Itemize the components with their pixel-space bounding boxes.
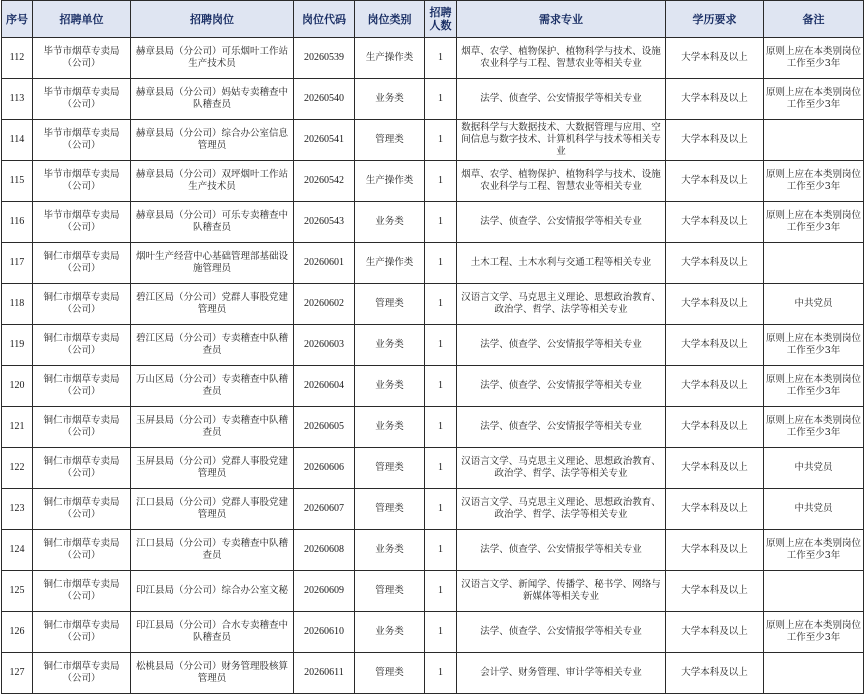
cell-code: 20260602: [294, 284, 355, 325]
cell-seq: 121: [2, 407, 33, 448]
cell-note: [764, 243, 864, 284]
cell-major: 会计学、财务管理、审计学等相关专业: [457, 653, 666, 694]
cell-count: 1: [425, 79, 457, 120]
cell-post: 江口县局（分公司）党群人事股党建管理员: [131, 489, 294, 530]
cell-seq: 118: [2, 284, 33, 325]
table-row: [2, 612, 864, 653]
table-row: [2, 366, 864, 407]
table-row: [2, 161, 864, 202]
header-major: 需求专业: [457, 1, 666, 38]
cell-code: 20260543: [294, 202, 355, 243]
cell-count: 1: [425, 653, 457, 694]
table-row: [2, 653, 864, 694]
cell-note: [764, 653, 864, 694]
cell-edu: 大学本科及以上: [666, 366, 764, 407]
cell-code: 20260606: [294, 448, 355, 489]
cell-unit: 铜仁市烟草专卖局（公司）: [33, 530, 131, 571]
cell-category: 业务类: [355, 612, 425, 653]
cell-major: 烟草、农学、植物保护、植物科学与技术、设施农业科学与工程、智慧农业等相关专业: [457, 38, 666, 79]
cell-unit: 铜仁市烟草专卖局（公司）: [33, 325, 131, 366]
cell-note: 原则上应在本类别岗位工作至少3年: [764, 79, 864, 120]
cell-post: 印江县局（分公司）综合办公室文秘: [131, 571, 294, 612]
cell-category: 管理类: [355, 653, 425, 694]
header-note: 备注: [764, 1, 864, 38]
cell-seq: 116: [2, 202, 33, 243]
cell-post: 江口县局（分公司）专卖稽查中队稽查员: [131, 530, 294, 571]
cell-seq: 124: [2, 530, 33, 571]
header-edu: 学历要求: [666, 1, 764, 38]
cell-note: 原则上应在本类别岗位工作至少3年: [764, 202, 864, 243]
cell-count: 1: [425, 571, 457, 612]
cell-edu: 大学本科及以上: [666, 571, 764, 612]
cell-count: 1: [425, 120, 457, 161]
cell-note: [764, 120, 864, 161]
cell-code: 20260542: [294, 161, 355, 202]
cell-post: 烟叶生产经营中心基础管理部基础设施管理员: [131, 243, 294, 284]
cell-count: 1: [425, 489, 457, 530]
cell-post: 赫章县局（分公司）可乐烟叶工作站生产技术员: [131, 38, 294, 79]
cell-edu: 大学本科及以上: [666, 120, 764, 161]
cell-count: 1: [425, 366, 457, 407]
cell-major: 法学、侦查学、公安情报学等相关专业: [457, 612, 666, 653]
cell-post: 玉屏县局（分公司）专卖稽查中队稽查员: [131, 407, 294, 448]
table-row: [2, 325, 864, 366]
cell-major: 法学、侦查学、公安情报学等相关专业: [457, 407, 666, 448]
cell-seq: 120: [2, 366, 33, 407]
table-row: [2, 79, 864, 120]
cell-major: 法学、侦查学、公安情报学等相关专业: [457, 202, 666, 243]
cell-code: 20260605: [294, 407, 355, 448]
cell-edu: 大学本科及以上: [666, 161, 764, 202]
cell-note: 原则上应在本类别岗位工作至少3年: [764, 366, 864, 407]
header-row: [2, 1, 864, 38]
cell-major: 汉语言文学、新闻学、传播学、秘书学、网络与新媒体等相关专业: [457, 571, 666, 612]
cell-count: 1: [425, 202, 457, 243]
cell-code: 20260608: [294, 530, 355, 571]
cell-code: 20260604: [294, 366, 355, 407]
cell-unit: 铜仁市烟草专卖局（公司）: [33, 571, 131, 612]
table-row: [2, 38, 864, 79]
cell-note: 原则上应在本类别岗位工作至少3年: [764, 38, 864, 79]
header-post: 招聘岗位: [131, 1, 294, 38]
cell-seq: 114: [2, 120, 33, 161]
cell-edu: 大学本科及以上: [666, 489, 764, 530]
cell-post: 碧江区局（分公司）党群人事股党建管理员: [131, 284, 294, 325]
cell-seq: 115: [2, 161, 33, 202]
cell-category: 业务类: [355, 366, 425, 407]
cell-code: 20260540: [294, 79, 355, 120]
cell-note: 原则上应在本类别岗位工作至少3年: [764, 325, 864, 366]
cell-code: 20260611: [294, 653, 355, 694]
cell-category: 业务类: [355, 325, 425, 366]
cell-seq: 117: [2, 243, 33, 284]
cell-category: 业务类: [355, 407, 425, 448]
header-seq: 序号: [2, 1, 33, 38]
cell-unit: 铜仁市烟草专卖局（公司）: [33, 612, 131, 653]
cell-seq: 119: [2, 325, 33, 366]
cell-category: 管理类: [355, 489, 425, 530]
cell-seq: 127: [2, 653, 33, 694]
table-row: [2, 407, 864, 448]
cell-unit: 铜仁市烟草专卖局（公司）: [33, 366, 131, 407]
cell-major: 数据科学与大数据技术、大数据管理与应用、空间信息与数字技术、计算机科学与技术等相关专业: [457, 120, 666, 161]
table-row: [2, 448, 864, 489]
cell-category: 业务类: [355, 79, 425, 120]
cell-note: 中共党员: [764, 284, 864, 325]
cell-note: 中共党员: [764, 448, 864, 489]
cell-post: 万山区局（分公司）专卖稽查中队稽查员: [131, 366, 294, 407]
cell-major: 烟草、农学、植物保护、植物科学与技术、设施农业科学与工程、智慧农业等相关专业: [457, 161, 666, 202]
table-row: [2, 530, 864, 571]
cell-code: 20260539: [294, 38, 355, 79]
cell-edu: 大学本科及以上: [666, 448, 764, 489]
cell-count: 1: [425, 38, 457, 79]
cell-edu: 大学本科及以上: [666, 653, 764, 694]
cell-category: 业务类: [355, 530, 425, 571]
cell-post: 印江县局（分公司）合水专卖稽查中队稽查员: [131, 612, 294, 653]
header-count: 招聘人数: [425, 1, 457, 38]
table-row: [2, 243, 864, 284]
table-row: [2, 571, 864, 612]
cell-count: 1: [425, 530, 457, 571]
cell-edu: 大学本科及以上: [666, 202, 764, 243]
cell-count: 1: [425, 407, 457, 448]
cell-unit: 铜仁市烟草专卖局（公司）: [33, 243, 131, 284]
cell-edu: 大学本科及以上: [666, 407, 764, 448]
cell-category: 业务类: [355, 202, 425, 243]
cell-post: 碧江区局（分公司）专卖稽查中队稽查员: [131, 325, 294, 366]
table-row: [2, 284, 864, 325]
cell-code: 20260601: [294, 243, 355, 284]
cell-note: 原则上应在本类别岗位工作至少3年: [764, 530, 864, 571]
cell-count: 1: [425, 284, 457, 325]
cell-unit: 铜仁市烟草专卖局（公司）: [33, 407, 131, 448]
cell-unit: 铜仁市烟草专卖局（公司）: [33, 448, 131, 489]
cell-major: 汉语言文学、马克思主义理论、思想政治教育、政治学、哲学、法学等相关专业: [457, 448, 666, 489]
cell-major: 法学、侦查学、公安情报学等相关专业: [457, 79, 666, 120]
cell-edu: 大学本科及以上: [666, 530, 764, 571]
cell-note: 原则上应在本类别岗位工作至少3年: [764, 161, 864, 202]
cell-seq: 123: [2, 489, 33, 530]
cell-count: 1: [425, 325, 457, 366]
table-row: [2, 120, 864, 161]
cell-unit: 铜仁市烟草专卖局（公司）: [33, 489, 131, 530]
cell-edu: 大学本科及以上: [666, 38, 764, 79]
cell-post: 玉屏县局（分公司）党群人事股党建管理员: [131, 448, 294, 489]
cell-category: 管理类: [355, 120, 425, 161]
cell-note: 中共党员: [764, 489, 864, 530]
cell-edu: 大学本科及以上: [666, 325, 764, 366]
cell-unit: 毕节市烟草专卖局（公司）: [33, 161, 131, 202]
cell-unit: 毕节市烟草专卖局（公司）: [33, 38, 131, 79]
cell-category: 管理类: [355, 448, 425, 489]
cell-count: 1: [425, 243, 457, 284]
cell-note: 原则上应在本类别岗位工作至少3年: [764, 612, 864, 653]
cell-major: 汉语言文学、马克思主义理论、思想政治教育、政治学、哲学、法学等相关专业: [457, 489, 666, 530]
cell-category: 管理类: [355, 571, 425, 612]
table-row: [2, 202, 864, 243]
cell-count: 1: [425, 448, 457, 489]
cell-count: 1: [425, 612, 457, 653]
cell-seq: 122: [2, 448, 33, 489]
cell-code: 20260609: [294, 571, 355, 612]
cell-code: 20260603: [294, 325, 355, 366]
cell-post: 赫章县局（分公司）综合办公室信息管理员: [131, 120, 294, 161]
cell-edu: 大学本科及以上: [666, 79, 764, 120]
cell-post: 赫章县局（分公司）可乐专卖稽查中队稽查员: [131, 202, 294, 243]
cell-seq: 126: [2, 612, 33, 653]
cell-note: [764, 571, 864, 612]
cell-unit: 毕节市烟草专卖局（公司）: [33, 120, 131, 161]
cell-note: 原则上应在本类别岗位工作至少3年: [764, 407, 864, 448]
cell-unit: 毕节市烟草专卖局（公司）: [33, 202, 131, 243]
cell-code: 20260607: [294, 489, 355, 530]
cell-category: 生产操作类: [355, 161, 425, 202]
cell-major: 法学、侦查学、公安情报学等相关专业: [457, 325, 666, 366]
recruitment-table: [1, 0, 864, 694]
cell-category: 生产操作类: [355, 243, 425, 284]
cell-seq: 125: [2, 571, 33, 612]
cell-unit: 铜仁市烟草专卖局（公司）: [33, 653, 131, 694]
cell-major: 法学、侦查学、公安情报学等相关专业: [457, 530, 666, 571]
cell-code: 20260610: [294, 612, 355, 653]
cell-unit: 毕节市烟草专卖局（公司）: [33, 79, 131, 120]
cell-post: 松桃县局（分公司）财务管理股核算管理员: [131, 653, 294, 694]
cell-major: 法学、侦查学、公安情报学等相关专业: [457, 366, 666, 407]
cell-category: 管理类: [355, 284, 425, 325]
cell-major: 汉语言文学、马克思主义理论、思想政治教育、政治学、哲学、法学等相关专业: [457, 284, 666, 325]
cell-category: 生产操作类: [355, 38, 425, 79]
cell-seq: 113: [2, 79, 33, 120]
cell-unit: 铜仁市烟草专卖局（公司）: [33, 284, 131, 325]
header-category: 岗位类别: [355, 1, 425, 38]
cell-seq: 112: [2, 38, 33, 79]
cell-edu: 大学本科及以上: [666, 612, 764, 653]
table-row: [2, 489, 864, 530]
cell-edu: 大学本科及以上: [666, 243, 764, 284]
cell-post: 赫章县局（分公司）双坪烟叶工作站生产技术员: [131, 161, 294, 202]
cell-code: 20260541: [294, 120, 355, 161]
cell-edu: 大学本科及以上: [666, 284, 764, 325]
header-code: 岗位代码: [294, 1, 355, 38]
cell-count: 1: [425, 161, 457, 202]
cell-post: 赫章县局（分公司）妈姑专卖稽查中队稽查员: [131, 79, 294, 120]
header-unit: 招聘单位: [33, 1, 131, 38]
cell-major: 土木工程、土木水利与交通工程等相关专业: [457, 243, 666, 284]
